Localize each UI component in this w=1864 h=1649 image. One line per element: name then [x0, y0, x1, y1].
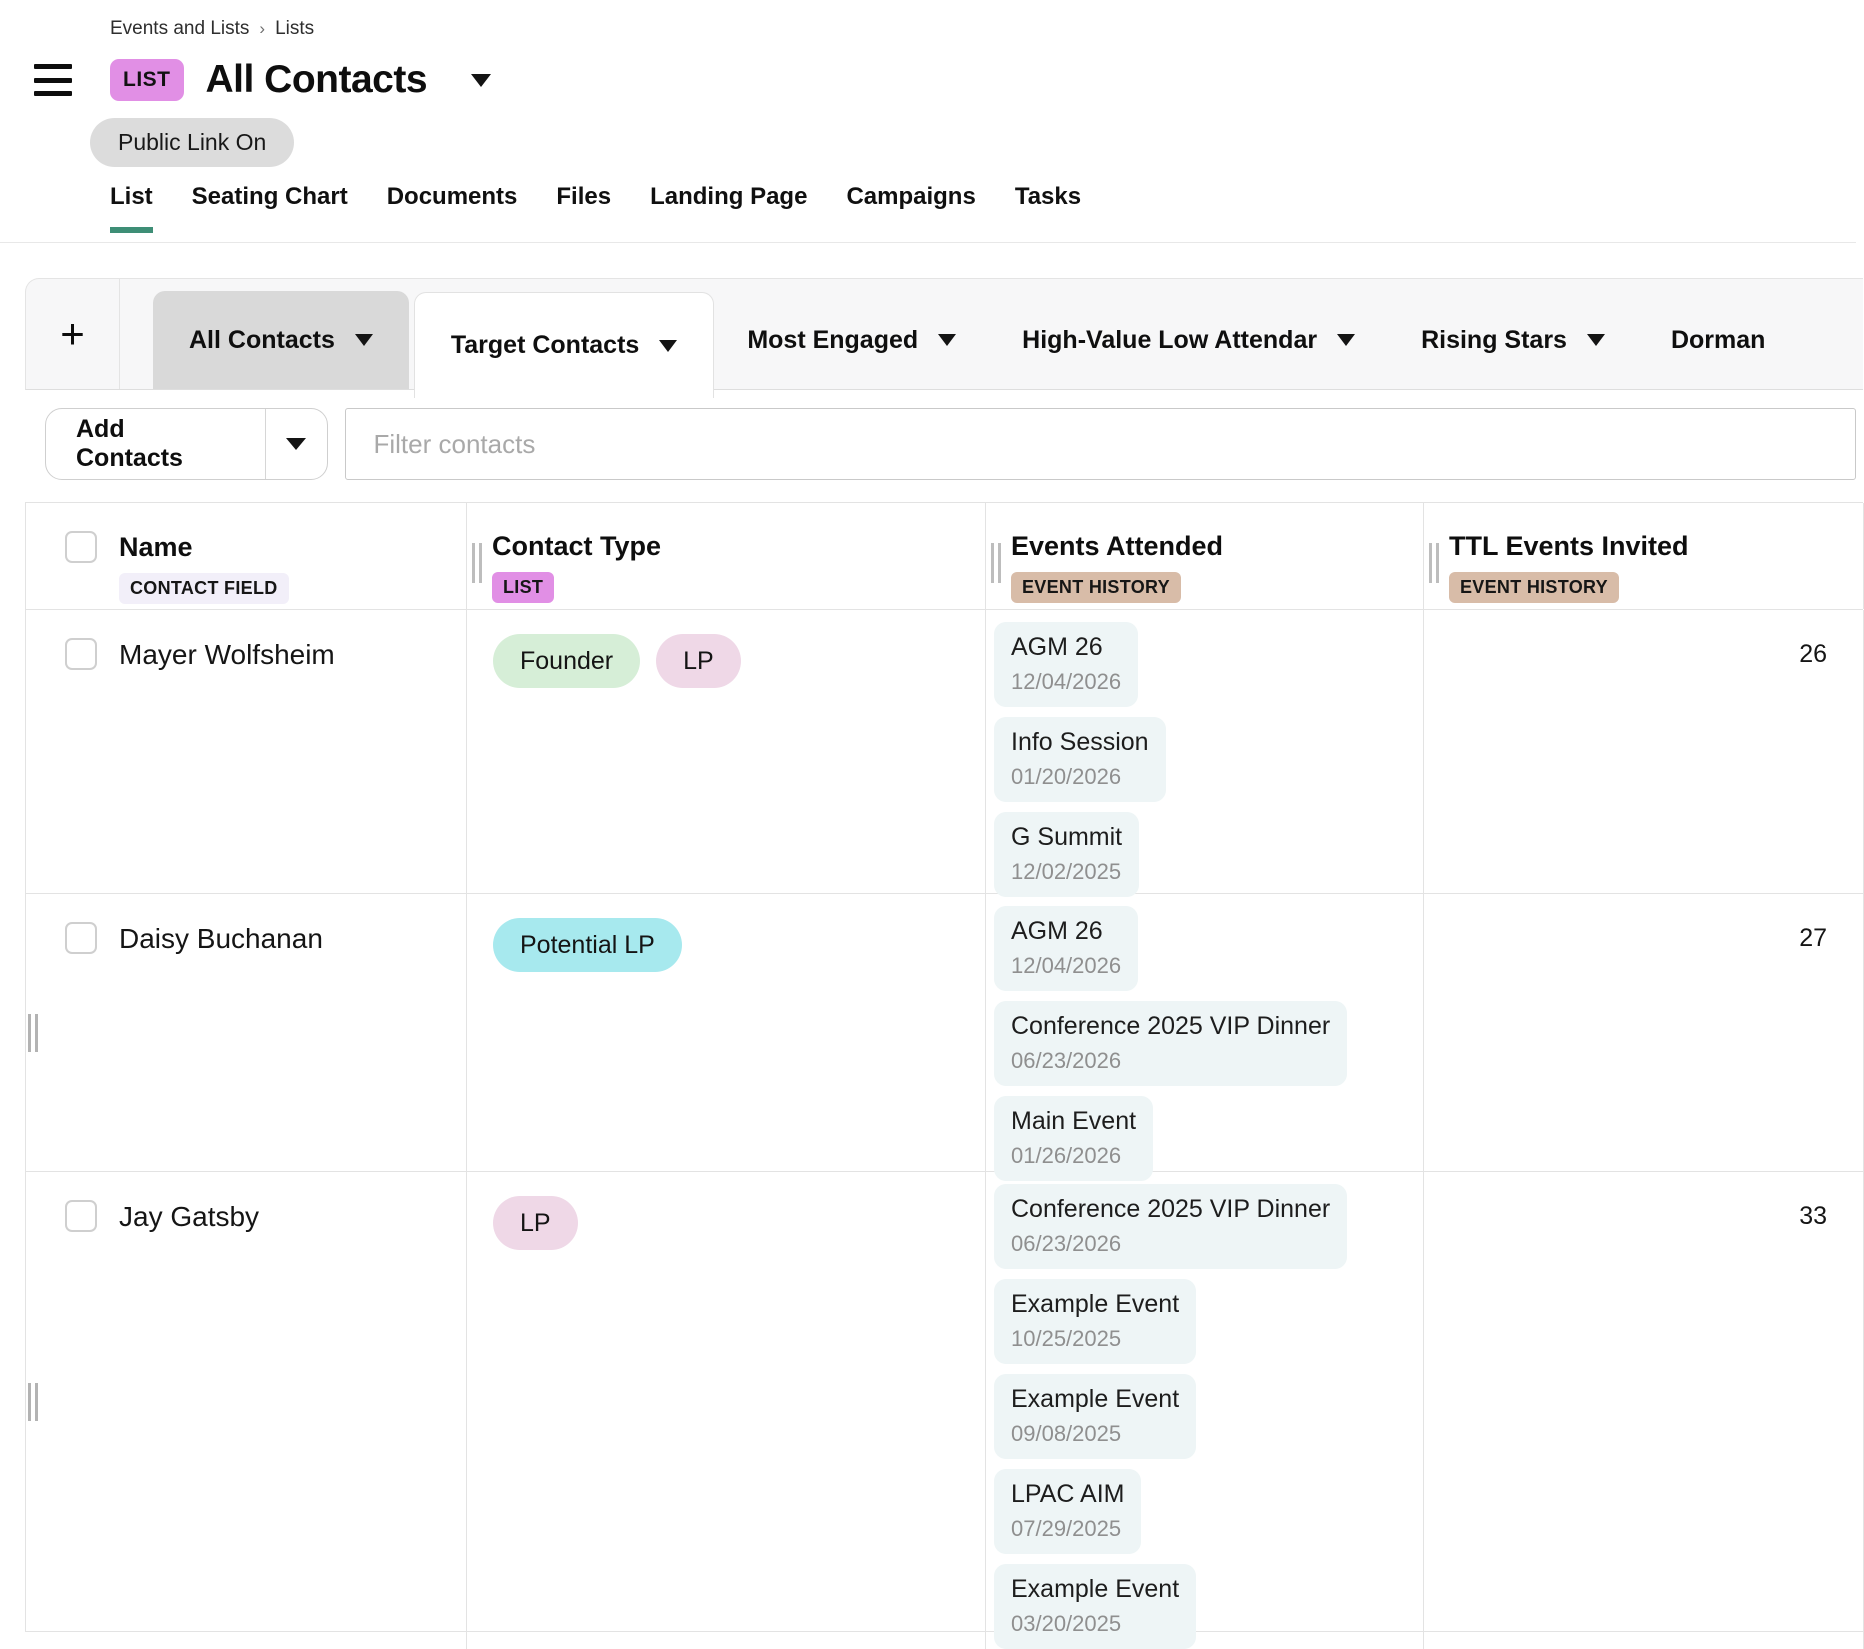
section-nav [110, 183, 1081, 233]
table-row [26, 1172, 1863, 1636]
tab-seating-chart[interactable]: Seating Chart [191, 183, 348, 210]
ttl-events-invited-value: 27 [1424, 894, 1864, 1181]
column-title-name[interactable]: Name [119, 531, 193, 562]
event-chip[interactable]: Conference 2025 VIP Dinner 06/23/2026 [994, 1001, 1347, 1086]
contact-name[interactable]: Jay Gatsby [119, 1201, 260, 1232]
ttl-events-invited-value: 33 [1424, 1172, 1864, 1649]
contact-type-tag[interactable]: LP [656, 634, 741, 688]
public-link-status-pill[interactable]: Public Link On [90, 118, 294, 167]
table-row [26, 610, 1863, 894]
column-source-badge: LIST [492, 572, 554, 603]
column-source-badge: CONTACT FIELD [119, 573, 289, 604]
ttl-events-invited-value: 26 [1424, 610, 1864, 897]
segment-tab-rising-stars[interactable]: Rising Stars [1388, 291, 1638, 389]
list-toolbar [45, 408, 1856, 480]
segment-caret-icon[interactable] [1587, 334, 1605, 346]
hamburger-menu-icon[interactable] [34, 64, 72, 96]
segment-tab-all-contacts[interactable]: All Contacts [153, 291, 409, 389]
contact-type-tag[interactable]: Founder [493, 634, 640, 688]
column-title-events-attended[interactable]: Events Attended [1011, 531, 1224, 561]
tab-list[interactable]: List [110, 183, 153, 233]
event-chip[interactable]: Main Event 01/26/2026 [994, 1096, 1153, 1181]
column-resize-handle[interactable] [472, 543, 482, 583]
contacts-table [25, 502, 1863, 1636]
segment-tab-most-engaged[interactable]: Most Engaged [714, 291, 989, 389]
tab-tasks[interactable]: Tasks [1014, 183, 1082, 210]
page-header [0, 0, 1856, 243]
segment-tab-dormant[interactable]: Dorman [1670, 325, 1766, 354]
event-chip[interactable]: Conference 2025 VIP Dinner 06/23/2026 [994, 1184, 1347, 1269]
event-chip[interactable]: AGM 26 12/04/2026 [994, 906, 1138, 991]
column-resize-handle[interactable] [1429, 543, 1439, 583]
breadcrumb [110, 18, 1081, 40]
contact-name[interactable]: Mayer Wolfsheim [119, 639, 335, 670]
table-header-row [26, 503, 1863, 610]
column-source-badge: EVENT HISTORY [1449, 572, 1619, 603]
title-dropdown-caret-icon[interactable] [471, 74, 491, 87]
column-title-ttl-events-invited[interactable]: TTL Events Invited [1449, 531, 1689, 561]
segment-caret-icon[interactable] [1337, 334, 1355, 346]
segment-caret-icon[interactable] [355, 334, 373, 346]
event-chip[interactable]: LPAC AIM 07/29/2025 [994, 1469, 1141, 1554]
breadcrumb-separator-icon: › [259, 19, 266, 38]
event-chip[interactable]: Info Session 01/20/2026 [994, 717, 1166, 802]
tab-documents[interactable]: Documents [386, 183, 518, 210]
tab-campaigns[interactable]: Campaigns [846, 183, 976, 210]
add-contacts-dropdown[interactable] [266, 409, 326, 479]
segment-caret-icon[interactable] [938, 334, 956, 346]
breadcrumb-current[interactable]: Lists [275, 18, 315, 39]
contact-type-tag[interactable]: Potential LP [493, 918, 682, 972]
breadcrumb-parent[interactable]: Events and Lists [110, 18, 250, 39]
row-checkbox[interactable] [65, 1200, 97, 1232]
contact-name[interactable]: Daisy Buchanan [119, 923, 323, 954]
add-contacts-button[interactable]: Add Contacts [45, 408, 328, 480]
row-checkbox[interactable] [65, 638, 97, 670]
event-chip[interactable]: G Summit 12/02/2025 [994, 812, 1139, 897]
add-segment-button[interactable]: + [26, 279, 120, 389]
column-source-badge: EVENT HISTORY [1011, 572, 1181, 603]
event-chip[interactable]: Example Event 10/25/2025 [994, 1279, 1196, 1364]
event-chip[interactable]: AGM 26 12/04/2026 [994, 622, 1138, 707]
select-all-checkbox[interactable] [65, 531, 97, 563]
list-type-badge: LIST [110, 59, 184, 101]
tab-landing-page[interactable]: Landing Page [650, 183, 808, 210]
segment-tab-target-contacts[interactable]: Target Contacts [414, 292, 714, 398]
table-row [26, 894, 1863, 1172]
page-title: All Contacts [205, 58, 428, 101]
event-chip[interactable]: Example Event 09/08/2025 [994, 1374, 1196, 1459]
segment-tab-strip [25, 278, 1863, 390]
column-resize-handle[interactable] [991, 543, 1001, 583]
segment-caret-icon[interactable] [659, 340, 677, 352]
contact-type-tag[interactable]: LP [493, 1196, 578, 1250]
segment-tab-high-value-low-attendance[interactable]: High-Value Low Attendar [989, 291, 1388, 389]
tab-files[interactable]: Files [556, 183, 612, 210]
column-title-contact-type[interactable]: Contact Type [492, 531, 662, 561]
event-chip[interactable]: Example Event 03/20/2025 [994, 1564, 1196, 1649]
filter-contacts-input[interactable] [345, 408, 1857, 480]
row-checkbox[interactable] [65, 922, 97, 954]
